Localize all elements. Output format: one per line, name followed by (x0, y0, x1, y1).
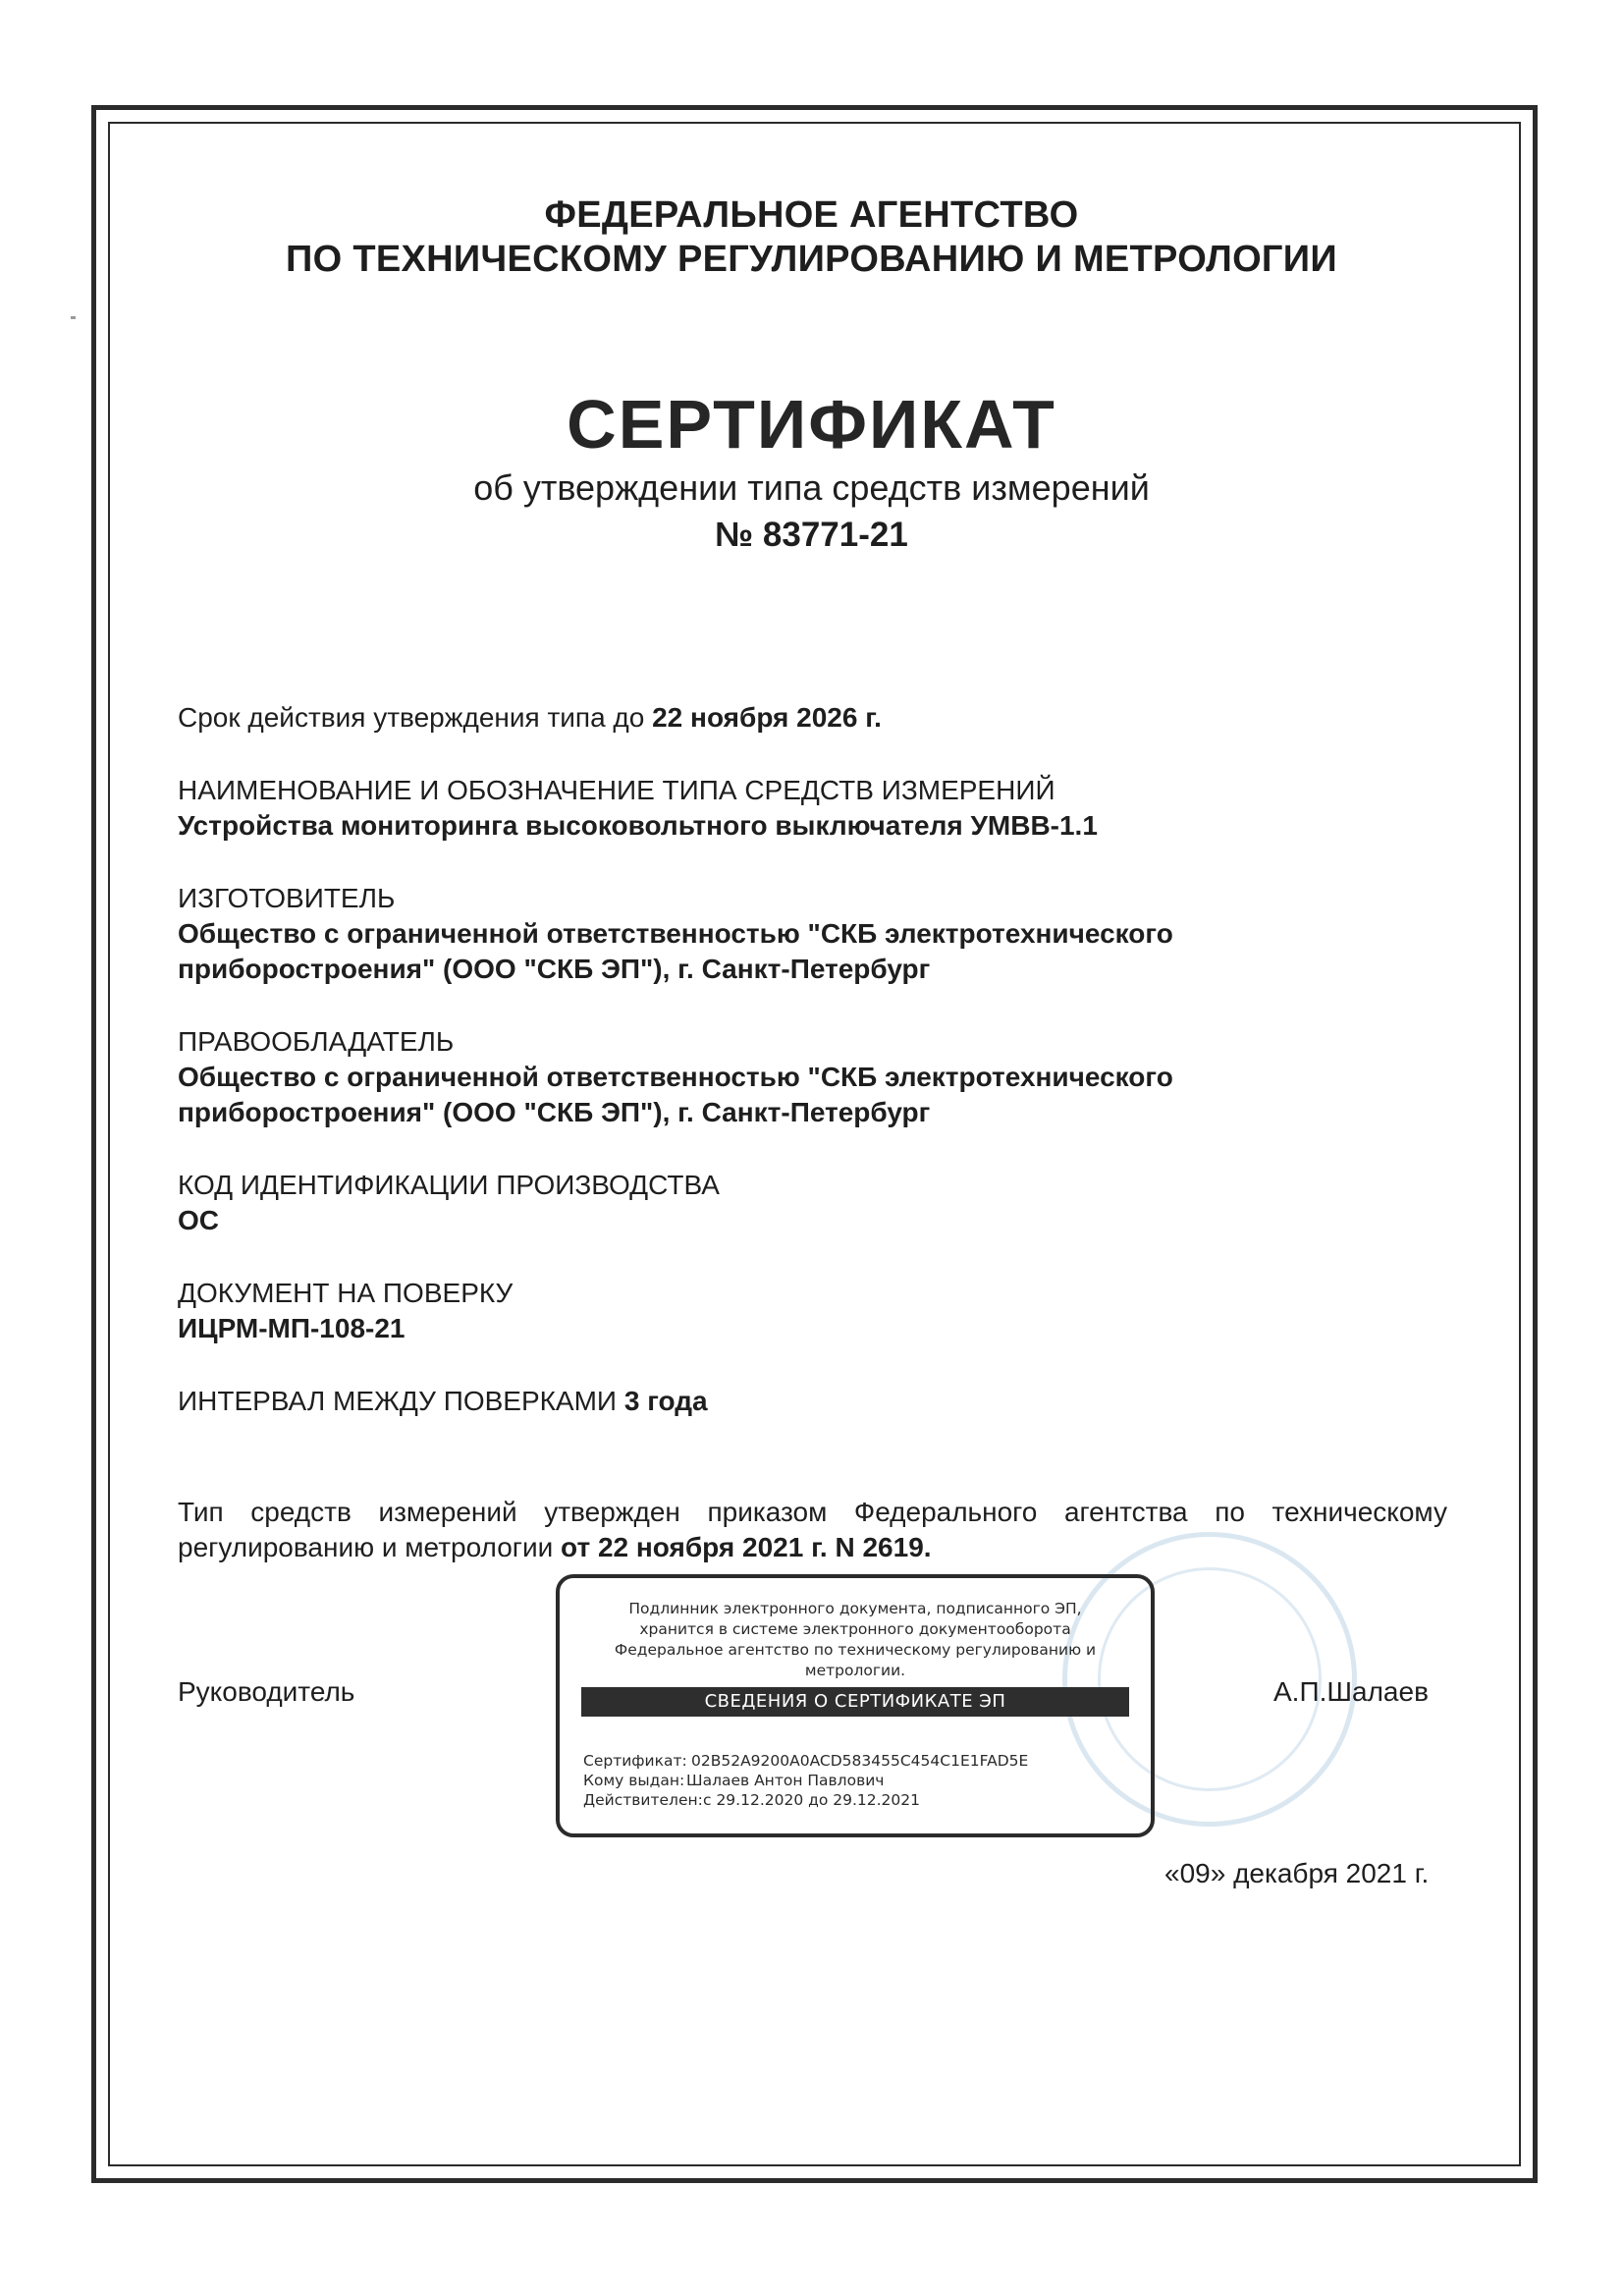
e-signature-issued-label: Кому выдан: (583, 1772, 685, 1789)
manufacturer-label: ИЗГОТОВИТЕЛЬ (178, 883, 396, 913)
order-reference: от 22 ноября 2021 г. N 2619. (561, 1532, 932, 1562)
validity-label: Срок действия утверждения типа до (178, 702, 653, 733)
e-signature-cert-label: Сертификат: (583, 1752, 687, 1770)
rights-holder-label: ПРАВООБЛАДАТЕЛЬ (178, 1026, 455, 1057)
interval-line (178, 1384, 708, 1419)
interval-value: 3 года (623, 1386, 708, 1416)
interval-label: ИНТЕРВАЛ МЕЖДУ ПОВЕРКАМИ (178, 1386, 624, 1416)
signatory-name: А.П.Шалаев (1273, 1676, 1429, 1707)
e-signature-note-line4: метрологии. (804, 1662, 906, 1679)
e-signature-cert-row (583, 1751, 1028, 1771)
e-signature-valid-label: Действителен: (583, 1791, 703, 1809)
type-name-label: НАИМЕНОВАНИЕ И ОБОЗНАЧЕНИЕ ТИПА СРЕДСТВ ИЗМЕРЕНИЙ (178, 775, 1055, 805)
rights-holder-line1: Общество с ограниченной ответственностью "СКБ электротехнического (178, 1062, 1173, 1092)
e-signature-valid-value: с 29.12.2020 до 29.12.2021 (703, 1791, 920, 1809)
scan-speck (71, 316, 76, 319)
certificate-title: СЕРТИФИКАТ (567, 386, 1056, 463)
e-signature-note-line3: Федеральное агентство по техническому регулированию и (614, 1641, 1097, 1659)
e-signature-header-bar: СВЕДЕНИЯ О СЕРТИФИКАТЕ ЭП (581, 1687, 1129, 1717)
e-signature-note-line2: хранится в системе электронного документооборота (639, 1620, 1071, 1638)
e-signature-cert-value: 02B52A9200A0ACD583455C454C1E1FAD5E (691, 1752, 1029, 1770)
e-signature-note-line1: Подлинник электронного документа, подписанного ЭП, (628, 1600, 1082, 1617)
manufacturer-line1: Общество с ограниченной ответственностью "СКБ электротехнического (178, 918, 1173, 949)
validity-value: 22 ноября 2026 г. (652, 702, 882, 733)
issue-date: «09» декабря 2021 г. (1164, 1858, 1430, 1888)
verification-doc-label: ДОКУМЕНТ НА ПОВЕРКУ (178, 1278, 514, 1308)
certificate-number: № 83771-21 (715, 516, 908, 554)
signatory-role: Руководитель (178, 1676, 355, 1707)
order-text-line2 (178, 1530, 932, 1565)
production-code-value: ОС (178, 1205, 219, 1235)
agency-name-line2: ПО ТЕХНИЧЕСКОМУ РЕГУЛИРОВАНИЮ И МЕТРОЛОГИИ (286, 239, 1337, 280)
order-text-line1: Тип средств измерений утвержден приказом Федерального агентства по техническому (178, 1497, 1447, 1527)
type-name-value: Устройства мониторинга высоковольтного выключателя УМВВ-1.1 (178, 810, 1098, 841)
order-text-line2-prefix: регулированию и метрологии (178, 1532, 562, 1562)
e-signature-issued-row (583, 1771, 884, 1790)
verification-doc-value: ИЦРМ-МП-108-21 (178, 1313, 406, 1343)
production-code-label: КОД ИДЕНТИФИКАЦИИ ПРОИЗВОДСТВА (178, 1170, 720, 1200)
e-signature-note (579, 1599, 1131, 1681)
manufacturer-line2: приборостроения" (ООО "СКБ ЭП"), г. Санкт-Петербург (178, 954, 931, 984)
e-signature-issued-value: Шалаев Антон Павлович (686, 1772, 885, 1789)
rights-holder-line2: приборостроения" (ООО "СКБ ЭП"), г. Санкт-Петербург (178, 1097, 931, 1127)
certificate-subtitle: об утверждении типа средств измерений (473, 467, 1150, 508)
e-signature-valid-row (583, 1790, 920, 1810)
validity-line (178, 700, 882, 736)
agency-name-line1: ФЕДЕРАЛЬНОЕ АГЕНТСТВО (544, 194, 1079, 236)
